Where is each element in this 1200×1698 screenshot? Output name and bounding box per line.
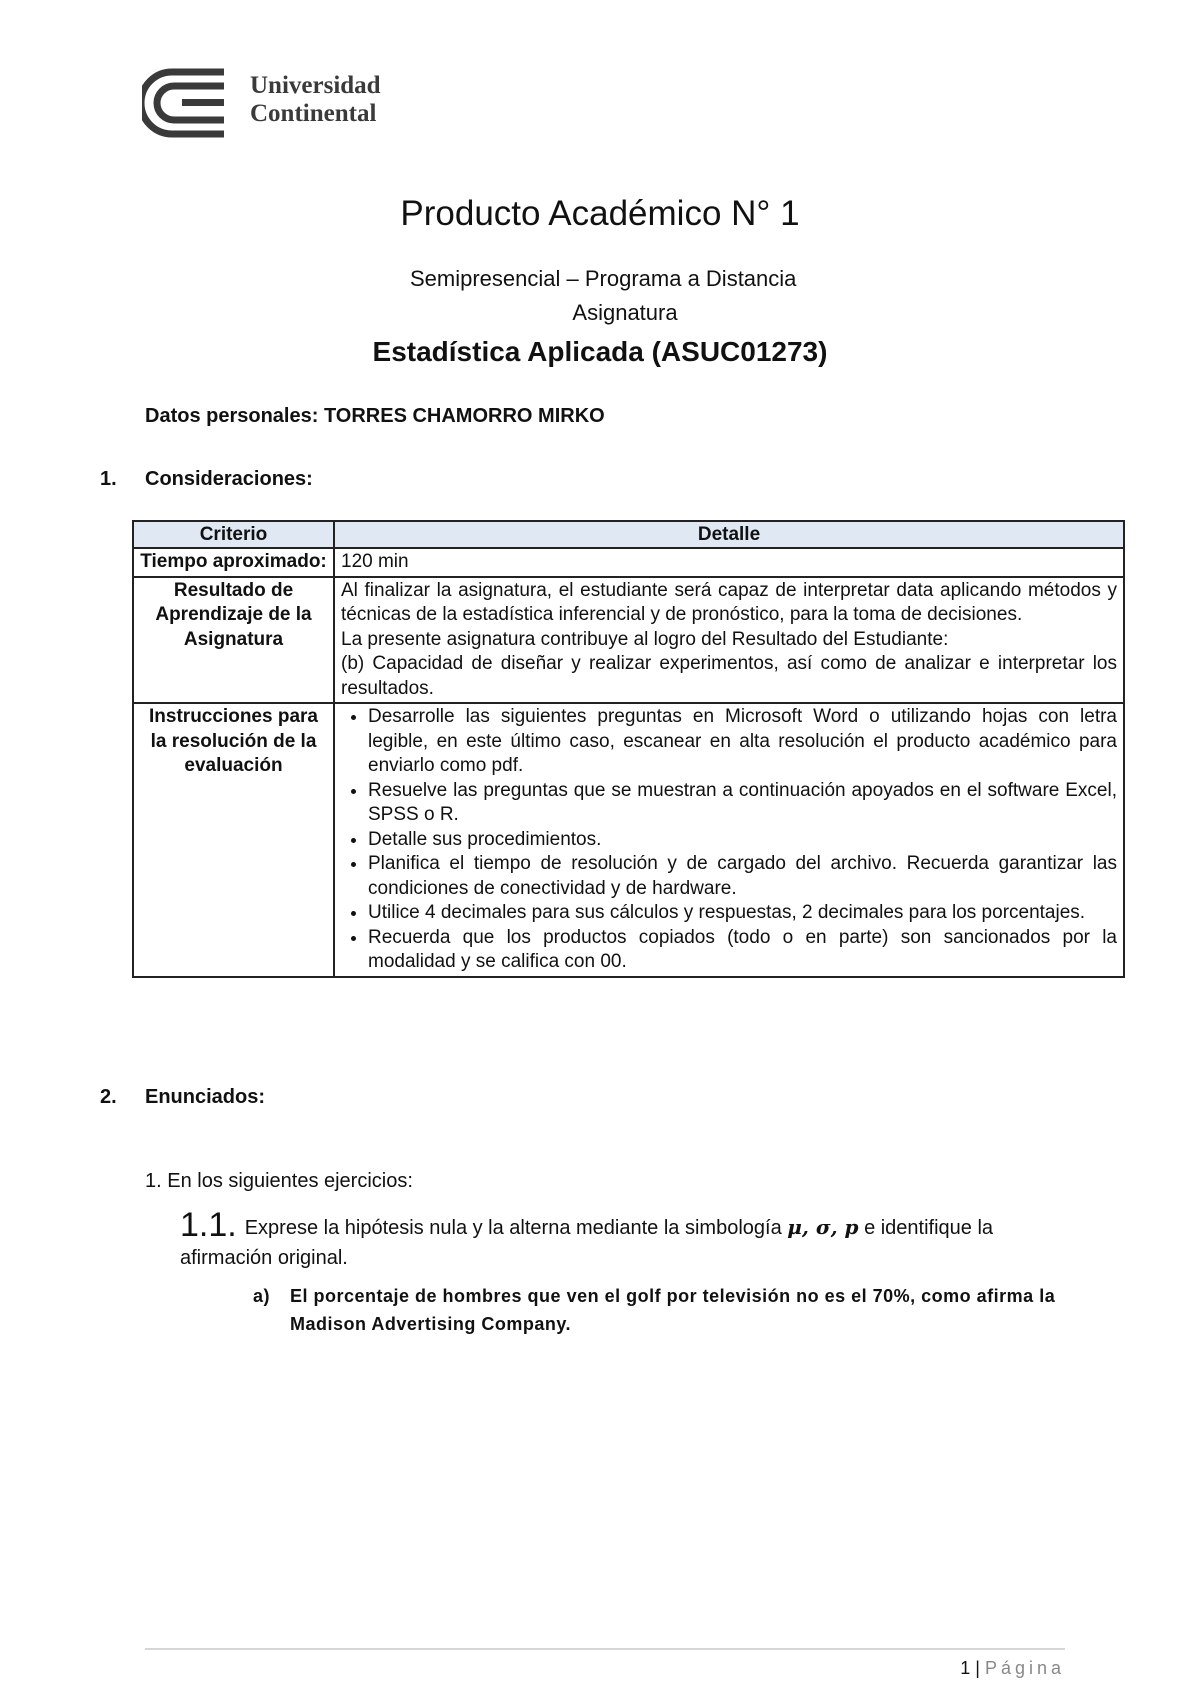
- table-row: [133, 703, 1124, 977]
- subtitle: Semipresencial – Programa a Distancia: [410, 266, 797, 291]
- section-heading-2: [100, 1086, 265, 1109]
- footer-divider: [145, 1648, 1065, 1650]
- table-row: [133, 577, 1124, 704]
- list-item: • Recuerda que los productos copiados (todo o en parte) son sancionados por la modalidad y se califica con 00.: [368, 926, 1117, 975]
- table-row: [133, 548, 1124, 577]
- list-item: • Detalle sus procedimientos.: [368, 828, 1117, 853]
- detalle-line: (b) Capacidad de diseñar y realizar experimentos, así como de analizar e interpretar los resultados.: [341, 653, 1117, 699]
- criterio-cell: Tiempo aproximado:: [133, 548, 334, 577]
- list-item: • Desarrolle las siguientes preguntas en Microsoft Word o utilizando hojas con letra legible, en este último caso, escanear en alta resolución el producto académico para enviarlo como pdf.: [368, 705, 1117, 779]
- instructions-list: [341, 705, 1117, 975]
- page-footer: [960, 1658, 1065, 1679]
- course-title: Estadística Aplicada (ASUC01273): [372, 336, 828, 367]
- section-label: Consideraciones:: [145, 468, 313, 490]
- detalle-cell: 120 min: [334, 548, 1124, 577]
- list-item: • Resuelve las preguntas que se muestran a continuación apoyados en el software Excel, SPSS o R.: [368, 779, 1117, 828]
- section-number: 1.: [100, 468, 117, 490]
- question-statement: El porcentaje de hombres que ven el golf por televisión no es el 70%, como afirma la Madison Advertising Company.: [290, 1286, 1056, 1334]
- question-text: Exprese la hipótesis nula y la alterna mediante la simbología: [244, 1217, 782, 1239]
- page-number: 1: [960, 1658, 971, 1678]
- question-number: 1.1.: [180, 1206, 237, 1244]
- question-symbols: μ, σ, p: [787, 1215, 859, 1239]
- list-item: • Utilice 4 decimales para sus cálculos y respuestas, 2 decimales para los porcentajes.: [368, 901, 1117, 926]
- detalle-cell: [334, 703, 1124, 977]
- criterio-cell: Resultado de Aprendizaje de la Asignatura: [133, 577, 334, 704]
- personal-data: Datos personales: TORRES CHAMORRO MIRKO: [145, 405, 605, 427]
- logo-line2: Continental: [250, 100, 377, 127]
- section-label: Enunciados:: [145, 1086, 266, 1108]
- detalle-cell: [334, 577, 1124, 704]
- column-header: Criterio: [133, 521, 334, 548]
- question-label: a): [253, 1286, 271, 1306]
- asignatura-label: Asignatura: [572, 300, 678, 325]
- footer-separator: |: [975, 1658, 980, 1678]
- logo-mark-icon: [142, 68, 232, 138]
- logo-text: [250, 72, 381, 128]
- university-logo: [142, 68, 392, 140]
- criteria-table: [132, 520, 1125, 978]
- enunciado-item: 1. En los siguientes ejercicios:: [145, 1170, 413, 1192]
- table-header-row: [133, 521, 1124, 548]
- detalle-line: La presente asignatura contribuye al logro del Resultado del Estudiante:: [341, 628, 949, 650]
- question-a: [253, 1282, 1063, 1338]
- list-item: • Planifica el tiempo de resolución y de cargado del archivo. Recuerda garantizar las condiciones de conectividad y de hardware.: [368, 852, 1117, 901]
- section-number: 2.: [100, 1086, 117, 1108]
- column-header: Detalle: [334, 521, 1124, 548]
- question-1-1: [180, 1206, 1065, 1273]
- section-heading-1: [100, 468, 313, 491]
- logo-line1: Universidad: [250, 72, 381, 99]
- question-text-end: e identifique la afirmación original.: [180, 1217, 994, 1269]
- detalle-line: Al finalizar la asignatura, el estudiante será capaz de interpretar data aplicando métodos y técnicas de la estadística inferencial y de pronóstico, para la toma de decisiones.: [341, 579, 1117, 625]
- criterio-cell: Instrucciones para la resolución de la evaluación: [133, 703, 334, 977]
- page-label: Página: [984, 1658, 1065, 1678]
- page-title: Producto Académico N° 1: [400, 194, 800, 233]
